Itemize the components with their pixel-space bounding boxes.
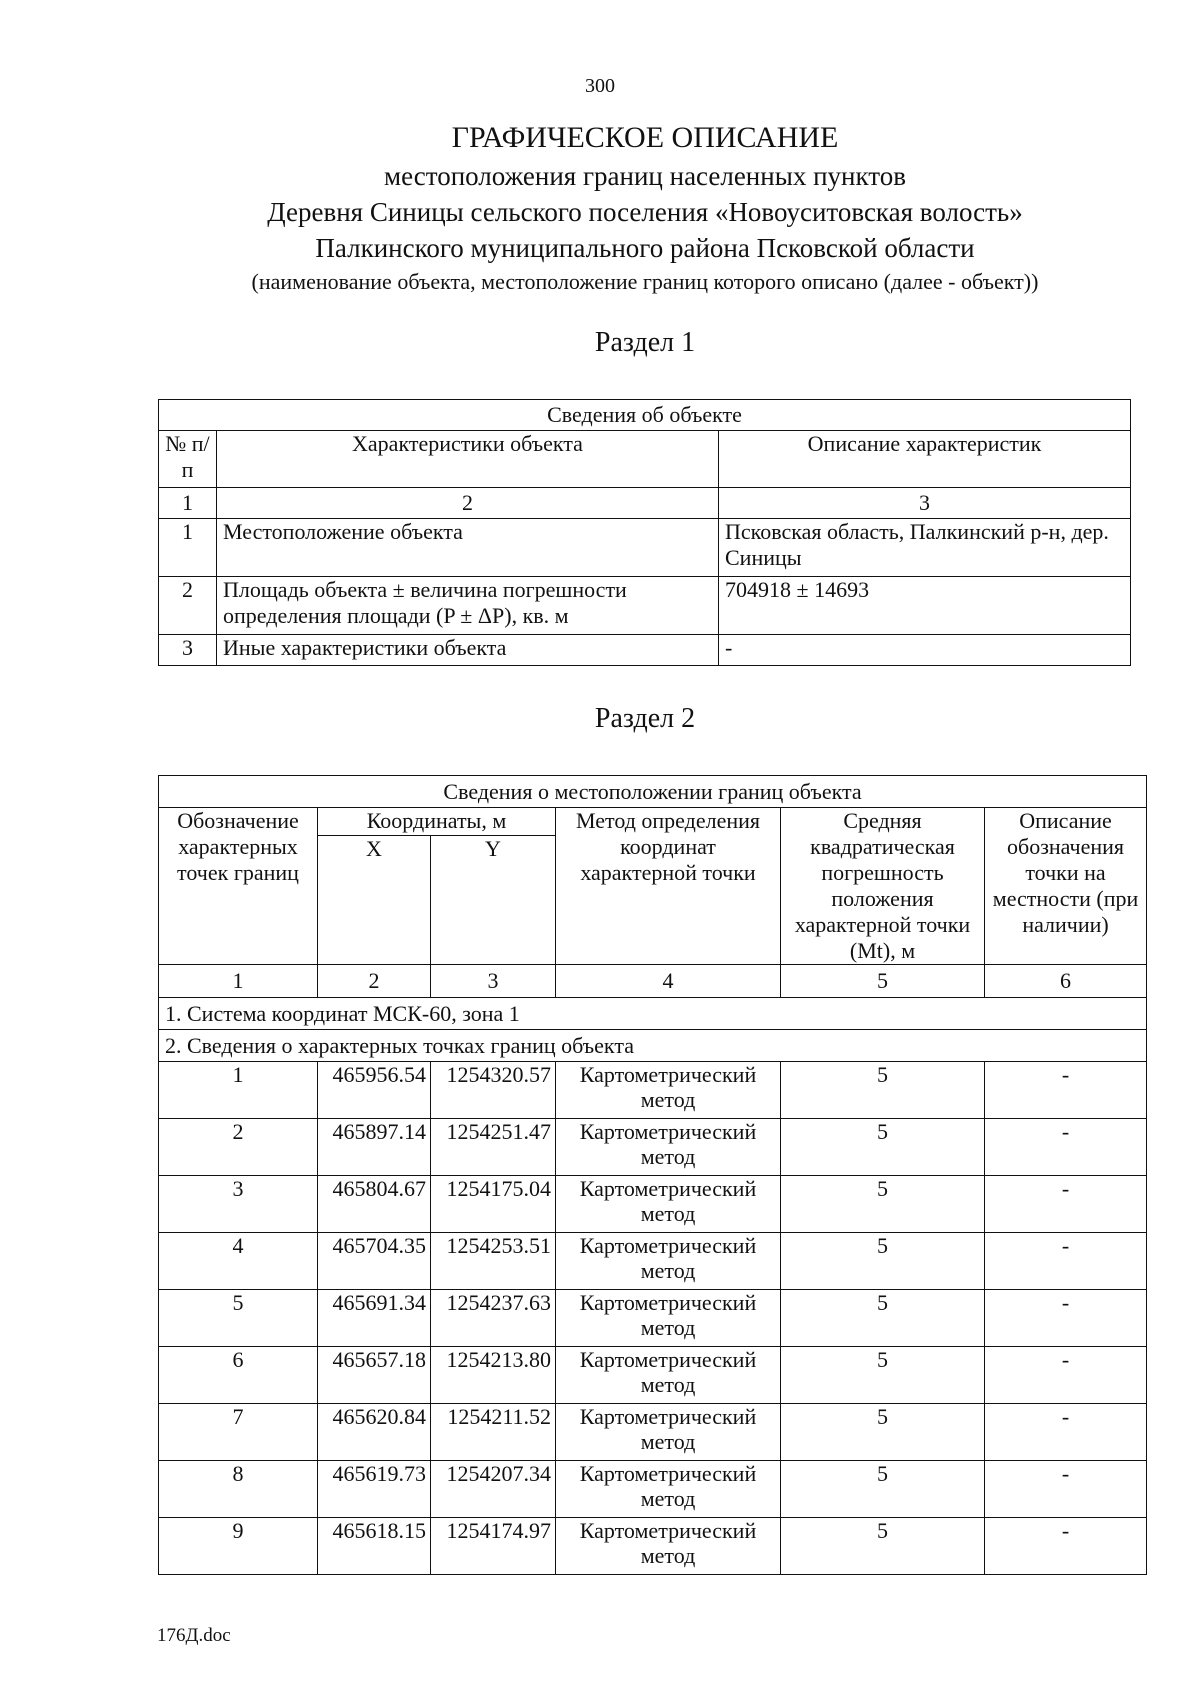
- method-word-1: Картометрический: [579, 1119, 757, 1144]
- points-section-label: 2. Сведения о характерных точках границ объекта: [159, 1030, 1147, 1062]
- header-designation: Обозначение характерных точек границ: [159, 808, 318, 965]
- column-number-row: [159, 488, 1131, 519]
- point-description: -: [985, 1347, 1147, 1404]
- document-title: [0, 118, 1200, 298]
- table-caption-row: [159, 400, 1131, 431]
- point-id: 3: [159, 1176, 318, 1233]
- title-line-2: Деревня Синицы сельского поселения «Новоуситовская волость»: [267, 197, 1023, 227]
- point-y: 1254213.80: [431, 1347, 556, 1404]
- point-description: -: [985, 1119, 1147, 1176]
- column-number: 1: [159, 965, 318, 998]
- column-number: 6: [985, 965, 1147, 998]
- table-row: [159, 1518, 1147, 1575]
- header-coordinates: Координаты, м: [318, 808, 556, 836]
- header-num: № п/п: [159, 431, 217, 488]
- row-description: 704918 ± 14693: [719, 577, 1131, 635]
- point-id: 1: [159, 1062, 318, 1119]
- method-word-2: метод: [640, 1315, 696, 1340]
- column-number: 4: [556, 965, 781, 998]
- coordinate-system-row: [159, 998, 1147, 1030]
- header-x: X: [318, 835, 431, 964]
- table-row: [159, 1347, 1147, 1404]
- table-caption: Сведения о местоположении границ объекта: [159, 776, 1147, 808]
- point-id: 4: [159, 1233, 318, 1290]
- points-section-row: [159, 1030, 1147, 1062]
- point-x: 465618.15: [318, 1518, 431, 1575]
- point-mt: 5: [781, 1233, 985, 1290]
- point-y: 1254174.97: [431, 1518, 556, 1575]
- point-id: 8: [159, 1461, 318, 1518]
- point-x: 465804.67: [318, 1176, 431, 1233]
- header-point-description: Описание обозначения точки на местности (при наличии): [985, 808, 1147, 965]
- point-method: [556, 1404, 781, 1461]
- point-description: -: [985, 1461, 1147, 1518]
- point-y: 1254237.63: [431, 1290, 556, 1347]
- method-word-2: метод: [640, 1486, 696, 1511]
- row-description: -: [719, 635, 1131, 666]
- row-description: Псковская область, Палкинский р-н, дер. Синицы: [719, 519, 1131, 577]
- point-y: 1254251.47: [431, 1119, 556, 1176]
- point-mt: 5: [781, 1176, 985, 1233]
- point-method: [556, 1119, 781, 1176]
- point-mt: 5: [781, 1062, 985, 1119]
- point-method: [556, 1176, 781, 1233]
- column-number: 5: [781, 965, 985, 998]
- method-word-1: Картометрический: [579, 1518, 757, 1543]
- table-row: [159, 1404, 1147, 1461]
- table-row: [159, 519, 1131, 577]
- point-x: 465619.73: [318, 1461, 431, 1518]
- header-description: Описание характеристик: [719, 431, 1131, 488]
- point-description: -: [985, 1062, 1147, 1119]
- point-x: 465691.34: [318, 1290, 431, 1347]
- point-description: -: [985, 1518, 1147, 1575]
- title-note: (наименование объекта, местоположение границ которого описано (далее - объект)): [251, 269, 1039, 294]
- method-word-1: Картометрический: [579, 1062, 757, 1087]
- table-header-row: [159, 431, 1131, 488]
- column-number: 3: [431, 965, 556, 998]
- method-word-2: метод: [640, 1429, 696, 1454]
- object-info-table: [158, 399, 1131, 666]
- table-row: [159, 1233, 1147, 1290]
- point-mt: 5: [781, 1119, 985, 1176]
- method-word-1: Картометрический: [579, 1347, 757, 1372]
- point-x: 465704.35: [318, 1233, 431, 1290]
- point-method: [556, 1461, 781, 1518]
- point-mt: 5: [781, 1404, 985, 1461]
- point-description: -: [985, 1290, 1147, 1347]
- column-number: 2: [217, 488, 719, 519]
- point-mt: 5: [781, 1290, 985, 1347]
- point-x: 465956.54: [318, 1062, 431, 1119]
- points-body: [159, 1062, 1147, 1575]
- column-number-row: [159, 965, 1147, 998]
- table-caption: Сведения об объекте: [159, 400, 1131, 431]
- row-characteristic: Иные характеристики объекта: [217, 635, 719, 666]
- point-id: 5: [159, 1290, 318, 1347]
- footer-filename: 176Д.doc: [157, 1625, 231, 1646]
- section-1-title: Раздел 1: [594, 327, 696, 358]
- point-id: 9: [159, 1518, 318, 1575]
- title-main: ГРАФИЧЕСКОЕ ОПИСАНИЕ: [451, 121, 839, 154]
- table-row: [159, 577, 1131, 635]
- point-method: [556, 1518, 781, 1575]
- point-id: 2: [159, 1119, 318, 1176]
- point-method: [556, 1347, 781, 1404]
- point-description: -: [985, 1233, 1147, 1290]
- point-y: 1254253.51: [431, 1233, 556, 1290]
- method-word-1: Картометрический: [579, 1404, 757, 1429]
- row-characteristic: Местоположение объекта: [217, 519, 719, 577]
- table-header-row: [159, 808, 1147, 836]
- point-y: 1254211.52: [431, 1404, 556, 1461]
- table-row: [159, 1062, 1147, 1119]
- point-x: 465897.14: [318, 1119, 431, 1176]
- point-mt: 5: [781, 1461, 985, 1518]
- header-characteristic: Характеристики объекта: [217, 431, 719, 488]
- method-word-1: Картометрический: [579, 1461, 757, 1486]
- point-method: [556, 1233, 781, 1290]
- point-x: 465620.84: [318, 1404, 431, 1461]
- point-method: [556, 1062, 781, 1119]
- method-word-1: Картометрический: [579, 1290, 757, 1315]
- point-y: 1254175.04: [431, 1176, 556, 1233]
- coordinate-system-label: 1. Система координат МСК-60, зона 1: [159, 998, 1147, 1030]
- point-description: -: [985, 1404, 1147, 1461]
- boundary-points-table: [158, 775, 1147, 1575]
- section-2-title: Раздел 2: [594, 703, 696, 734]
- point-id: 7: [159, 1404, 318, 1461]
- column-number: 1: [159, 488, 217, 519]
- table-row: [159, 1176, 1147, 1233]
- point-mt: 5: [781, 1518, 985, 1575]
- column-number: 2: [318, 965, 431, 998]
- point-y: 1254207.34: [431, 1461, 556, 1518]
- header-error: Средняя квадратическая погрешность положения характерной точки (Mt), м: [781, 808, 985, 965]
- point-y: 1254320.57: [431, 1062, 556, 1119]
- point-method: [556, 1290, 781, 1347]
- header-method: Метод определения координат характерной точки: [556, 808, 781, 965]
- point-id: 6: [159, 1347, 318, 1404]
- table-row: [159, 1290, 1147, 1347]
- point-description: -: [985, 1176, 1147, 1233]
- method-word-1: Картометрический: [579, 1233, 757, 1258]
- title-line-3: Палкинского муниципального района Псковской области: [315, 233, 975, 263]
- page-number: 300: [585, 75, 615, 97]
- point-mt: 5: [781, 1347, 985, 1404]
- row-num: 1: [159, 519, 217, 577]
- table-caption-row: [159, 776, 1147, 808]
- point-x: 465657.18: [318, 1347, 431, 1404]
- row-num: 3: [159, 635, 217, 666]
- table-row: [159, 1119, 1147, 1176]
- method-word-1: Картометрический: [579, 1176, 757, 1201]
- column-number: 3: [719, 488, 1131, 519]
- method-word-2: метод: [640, 1144, 696, 1169]
- title-line-1: местоположения границ населенных пунктов: [384, 161, 906, 191]
- table-row: [159, 1461, 1147, 1518]
- row-characteristic: Площадь объекта ± величина погрешности определения площади (P ± ΔP), кв. м: [217, 577, 719, 635]
- method-word-2: метод: [640, 1201, 696, 1226]
- row-num: 2: [159, 577, 217, 635]
- table-row: [159, 635, 1131, 666]
- header-y: Y: [431, 835, 556, 964]
- method-word-2: метод: [640, 1372, 696, 1397]
- method-word-2: метод: [640, 1087, 696, 1112]
- method-word-2: метод: [640, 1543, 696, 1568]
- method-word-2: метод: [640, 1258, 696, 1283]
